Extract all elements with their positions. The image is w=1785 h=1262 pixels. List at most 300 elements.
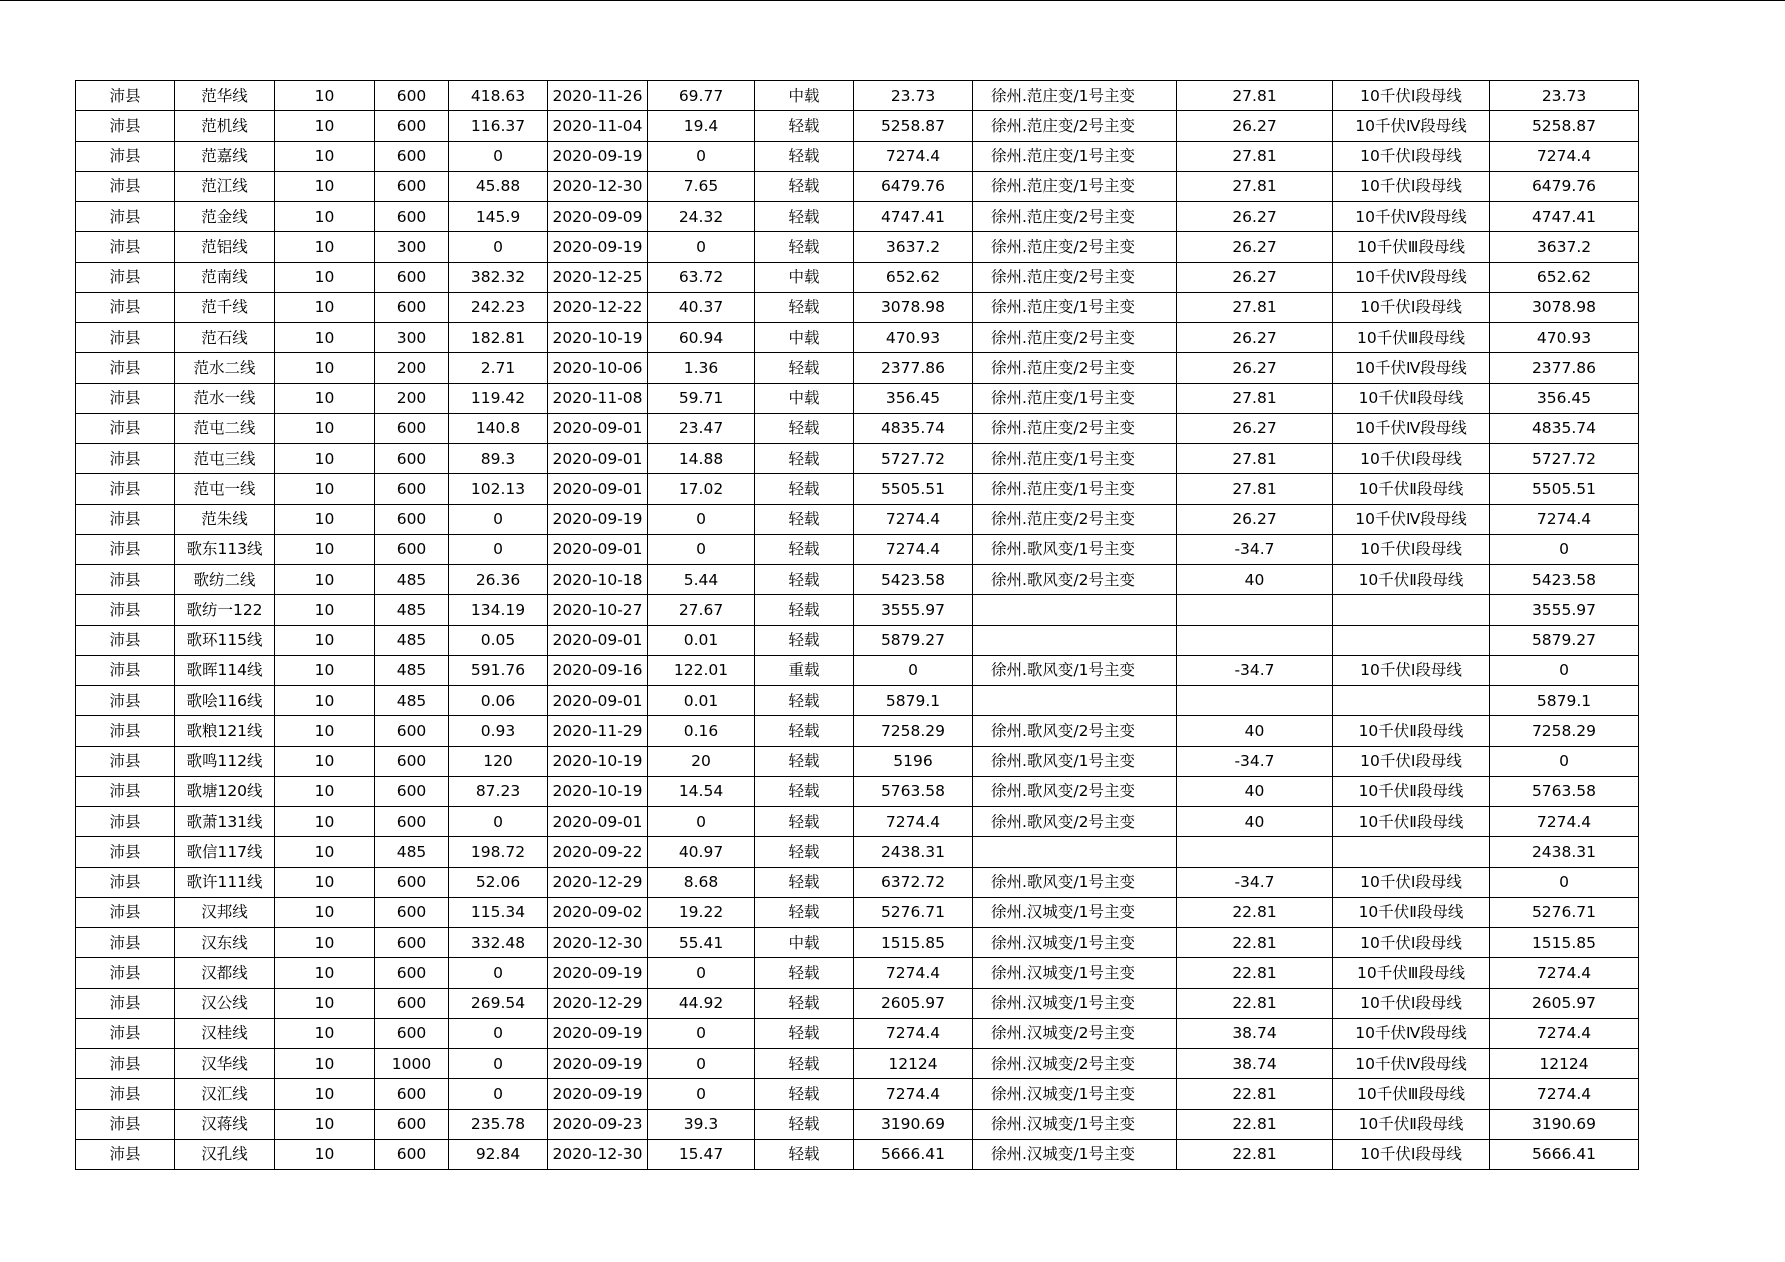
rated-current-cell: 600 [375,262,449,292]
max-current-cell: 269.54 [449,988,548,1018]
rated-current-cell: 200 [375,353,449,383]
max-load-date-cell: 2020-10-27 [548,595,648,625]
remaining-capacity-cell: 0 [1490,534,1639,564]
max-current-cell: 332.48 [449,928,548,958]
available-capacity-cell: 2438.31 [854,837,973,867]
table-row [76,928,1639,958]
rated-current-cell: 600 [375,897,449,927]
max-current-cell: 198.72 [449,837,548,867]
table-body [76,81,1639,1170]
max-load-date-cell: 2020-09-22 [548,837,648,867]
max-current-cell: 0.06 [449,686,548,716]
county-cell: 沛县 [76,232,175,262]
line-name-cell: 歌塘120线 [175,776,275,806]
voltage-kv-cell: 10 [275,202,375,232]
county-cell: 沛县 [76,1109,175,1139]
load-rate-cell: 19.4 [648,111,755,141]
voltage-kv-cell: 10 [275,353,375,383]
county-cell: 沛县 [76,867,175,897]
remaining-capacity-cell: 6479.76 [1490,171,1639,201]
table-row [76,595,1639,625]
line-name-cell: 范屯二线 [175,413,275,443]
bus-section-cell: 10千伏Ⅰ段母线 [1333,928,1490,958]
voltage-kv-cell: 10 [275,1139,375,1169]
max-load-date-cell: 2020-10-18 [548,565,648,595]
voltage-kv-cell: 10 [275,625,375,655]
load-status-cell: 轻载 [755,1109,854,1139]
county-cell: 沛县 [76,686,175,716]
bus-section-cell: 10千伏Ⅳ段母线 [1333,353,1490,383]
max-current-cell: 182.81 [449,323,548,353]
substation-transformer-cell: 徐州.汉城变/1号主变 [973,988,1177,1018]
load-rate-cell: 60.94 [648,323,755,353]
load-status-cell: 轻载 [755,867,854,897]
table-row [76,1109,1639,1139]
bus-section-cell: 10千伏Ⅰ段母线 [1333,988,1490,1018]
load-status-cell: 轻载 [755,565,854,595]
voltage-kv-cell: 10 [275,292,375,322]
max-current-cell: 0 [449,1018,548,1048]
load-rate-cell: 24.32 [648,202,755,232]
load-status-cell: 轻载 [755,625,854,655]
available-capacity-cell: 3190.69 [854,1109,973,1139]
line-name-cell: 范金线 [175,202,275,232]
load-rate-cell: 7.65 [648,171,755,201]
remaining-capacity-cell: 356.45 [1490,383,1639,413]
max-current-cell: 52.06 [449,867,548,897]
substation-transformer-cell: 徐州.范庄变/1号主变 [973,444,1177,474]
remaining-capacity-cell: 5727.72 [1490,444,1639,474]
bus-section-cell: 10千伏Ⅳ段母线 [1333,413,1490,443]
load-status-cell: 轻载 [755,897,854,927]
max-load-date-cell: 2020-12-30 [548,928,648,958]
transformer-load-rate-cell: 26.27 [1177,262,1333,292]
line-name-cell: 歌环115线 [175,625,275,655]
load-status-cell: 中载 [755,323,854,353]
substation-transformer-cell: 徐州.范庄变/2号主变 [973,353,1177,383]
rated-current-cell: 600 [375,444,449,474]
county-cell: 沛县 [76,1079,175,1109]
load-status-cell: 轻载 [755,595,854,625]
max-load-date-cell: 2020-09-01 [548,807,648,837]
county-cell: 沛县 [76,534,175,564]
load-status-cell: 轻载 [755,202,854,232]
load-status-cell: 重载 [755,655,854,685]
substation-transformer-cell: 徐州.汉城变/1号主变 [973,897,1177,927]
max-current-cell: 87.23 [449,776,548,806]
max-current-cell: 92.84 [449,1139,548,1169]
available-capacity-cell: 0 [854,655,973,685]
remaining-capacity-cell: 0 [1490,655,1639,685]
county-cell: 沛县 [76,565,175,595]
max-current-cell: 0 [449,958,548,988]
county-cell: 沛县 [76,746,175,776]
remaining-capacity-cell: 7274.4 [1490,1079,1639,1109]
remaining-capacity-cell: 4747.41 [1490,202,1639,232]
county-cell: 沛县 [76,353,175,383]
line-name-cell: 范屯三线 [175,444,275,474]
max-current-cell: 120 [449,746,548,776]
bus-section-cell: 10千伏Ⅳ段母线 [1333,202,1490,232]
county-cell: 沛县 [76,81,175,111]
table-row [76,716,1639,746]
remaining-capacity-cell: 12124 [1490,1049,1639,1079]
load-rate-cell: 1.36 [648,353,755,383]
available-capacity-cell: 4747.41 [854,202,973,232]
remaining-capacity-cell: 7274.4 [1490,504,1639,534]
load-status-cell: 轻载 [755,746,854,776]
voltage-kv-cell: 10 [275,141,375,171]
table-row [76,837,1639,867]
line-name-cell: 歌鸣112线 [175,746,275,776]
table-row [76,202,1639,232]
transformer-load-rate-cell: 27.81 [1177,383,1333,413]
line-name-cell: 范水二线 [175,353,275,383]
load-rate-cell: 0.16 [648,716,755,746]
max-load-date-cell: 2020-09-23 [548,1109,648,1139]
max-load-date-cell: 2020-09-09 [548,202,648,232]
county-cell: 沛县 [76,1049,175,1079]
available-capacity-cell: 7274.4 [854,1018,973,1048]
remaining-capacity-cell: 0 [1490,746,1639,776]
substation-transformer-cell: 徐州.歌风变/2号主变 [973,565,1177,595]
load-status-cell: 轻载 [755,958,854,988]
table-row [76,1079,1639,1109]
available-capacity-cell: 7274.4 [854,1079,973,1109]
load-status-cell: 轻载 [755,837,854,867]
available-capacity-cell: 6372.72 [854,867,973,897]
bus-section-cell: 10千伏Ⅱ段母线 [1333,776,1490,806]
rated-current-cell: 1000 [375,1049,449,1079]
line-name-cell: 歌东113线 [175,534,275,564]
rated-current-cell: 600 [375,988,449,1018]
load-rate-cell: 0 [648,232,755,262]
available-capacity-cell: 4835.74 [854,413,973,443]
table-row [76,504,1639,534]
voltage-kv-cell: 10 [275,1049,375,1079]
county-cell: 沛县 [76,655,175,685]
voltage-kv-cell: 10 [275,595,375,625]
line-name-cell: 歌哙116线 [175,686,275,716]
load-status-cell: 轻载 [755,1139,854,1169]
voltage-kv-cell: 10 [275,232,375,262]
substation-transformer-cell: 徐州.范庄变/1号主变 [973,292,1177,322]
max-current-cell: 591.76 [449,655,548,685]
available-capacity-cell: 3078.98 [854,292,973,322]
county-cell: 沛县 [76,413,175,443]
rated-current-cell: 600 [375,776,449,806]
available-capacity-cell: 7274.4 [854,807,973,837]
available-capacity-cell: 7274.4 [854,504,973,534]
load-status-cell: 轻载 [755,716,854,746]
line-name-cell: 汉汇线 [175,1079,275,1109]
available-capacity-cell: 6479.76 [854,171,973,201]
county-cell: 沛县 [76,776,175,806]
transformer-load-rate-cell: 27.81 [1177,444,1333,474]
bus-section-cell: 10千伏Ⅰ段母线 [1333,867,1490,897]
load-rate-cell: 0 [648,504,755,534]
load-rate-cell: 0 [648,141,755,171]
remaining-capacity-cell: 2438.31 [1490,837,1639,867]
load-status-cell: 轻载 [755,413,854,443]
transformer-load-rate-cell: -34.7 [1177,655,1333,685]
table-row [76,958,1639,988]
load-status-cell: 轻载 [755,807,854,837]
max-load-date-cell: 2020-09-19 [548,1079,648,1109]
line-name-cell: 范华线 [175,81,275,111]
rated-current-cell: 485 [375,625,449,655]
line-name-cell: 汉孔线 [175,1139,275,1169]
rated-current-cell: 600 [375,81,449,111]
line-name-cell: 歌信117线 [175,837,275,867]
remaining-capacity-cell: 1515.85 [1490,928,1639,958]
line-name-cell: 歌纺二线 [175,565,275,595]
max-current-cell: 119.42 [449,383,548,413]
substation-transformer-cell: 徐州.汉城变/2号主变 [973,1049,1177,1079]
load-rate-cell: 14.88 [648,444,755,474]
transformer-load-rate-cell: 22.81 [1177,897,1333,927]
load-rate-cell: 59.71 [648,383,755,413]
remaining-capacity-cell: 652.62 [1490,262,1639,292]
remaining-capacity-cell: 5879.27 [1490,625,1639,655]
county-cell: 沛县 [76,1139,175,1169]
substation-transformer-cell [973,686,1177,716]
voltage-kv-cell: 10 [275,323,375,353]
line-name-cell: 歌粮121线 [175,716,275,746]
table-row [76,262,1639,292]
line-name-cell: 汉公线 [175,988,275,1018]
table-row [76,141,1639,171]
county-cell: 沛县 [76,837,175,867]
load-rate-cell: 0 [648,1049,755,1079]
rated-current-cell: 600 [375,141,449,171]
line-name-cell: 范千线 [175,292,275,322]
bus-section-cell: 10千伏Ⅳ段母线 [1333,1018,1490,1048]
rated-current-cell: 600 [375,716,449,746]
max-load-date-cell: 2020-09-01 [548,534,648,564]
available-capacity-cell: 5258.87 [854,111,973,141]
county-cell: 沛县 [76,504,175,534]
transformer-load-rate-cell: 26.27 [1177,232,1333,262]
substation-transformer-cell: 徐州.范庄变/2号主变 [973,413,1177,443]
bus-section-cell: 10千伏Ⅳ段母线 [1333,1049,1490,1079]
bus-section-cell: 10千伏Ⅰ段母线 [1333,746,1490,776]
load-status-cell: 轻载 [755,1018,854,1048]
remaining-capacity-cell: 7274.4 [1490,1018,1639,1048]
max-load-date-cell: 2020-10-19 [548,323,648,353]
county-cell: 沛县 [76,292,175,322]
max-load-date-cell: 2020-09-19 [548,232,648,262]
transformer-load-rate-cell: 40 [1177,565,1333,595]
voltage-kv-cell: 10 [275,776,375,806]
max-load-date-cell: 2020-12-22 [548,292,648,322]
load-rate-cell: 5.44 [648,565,755,595]
table-row [76,565,1639,595]
max-current-cell: 45.88 [449,171,548,201]
max-load-date-cell: 2020-12-29 [548,867,648,897]
transformer-load-rate-cell: 22.81 [1177,988,1333,1018]
substation-transformer-cell [973,625,1177,655]
available-capacity-cell: 5879.27 [854,625,973,655]
county-cell: 沛县 [76,444,175,474]
max-current-cell: 102.13 [449,474,548,504]
bus-section-cell: 10千伏Ⅲ段母线 [1333,323,1490,353]
line-name-cell: 歌萧131线 [175,807,275,837]
substation-transformer-cell: 徐州.汉城变/1号主变 [973,958,1177,988]
transformer-load-rate-cell: -34.7 [1177,534,1333,564]
feeder-load-table [75,80,1639,1170]
rated-current-cell: 600 [375,292,449,322]
substation-transformer-cell: 徐州.范庄变/2号主变 [973,504,1177,534]
voltage-kv-cell: 10 [275,444,375,474]
transformer-load-rate-cell: 26.27 [1177,504,1333,534]
voltage-kv-cell: 10 [275,111,375,141]
line-name-cell: 范铝线 [175,232,275,262]
table-row [76,413,1639,443]
county-cell: 沛县 [76,988,175,1018]
max-load-date-cell: 2020-10-19 [548,746,648,776]
max-load-date-cell: 2020-12-25 [548,262,648,292]
bus-section-cell: 10千伏Ⅰ段母线 [1333,81,1490,111]
transformer-load-rate-cell [1177,625,1333,655]
rated-current-cell: 600 [375,1018,449,1048]
max-current-cell: 0 [449,807,548,837]
bus-section-cell: 10千伏Ⅰ段母线 [1333,292,1490,322]
substation-transformer-cell: 徐州.范庄变/2号主变 [973,232,1177,262]
available-capacity-cell: 3637.2 [854,232,973,262]
load-rate-cell: 27.67 [648,595,755,625]
bus-section-cell: 10千伏Ⅱ段母线 [1333,716,1490,746]
bus-section-cell: 10千伏Ⅰ段母线 [1333,655,1490,685]
max-load-date-cell: 2020-11-04 [548,111,648,141]
max-load-date-cell: 2020-09-01 [548,444,648,474]
bus-section-cell: 10千伏Ⅲ段母线 [1333,1079,1490,1109]
transformer-load-rate-cell [1177,837,1333,867]
max-current-cell: 0 [449,141,548,171]
county-cell: 沛县 [76,1018,175,1048]
table-row [76,867,1639,897]
max-current-cell: 242.23 [449,292,548,322]
county-cell: 沛县 [76,928,175,958]
load-rate-cell: 55.41 [648,928,755,958]
table-row [76,111,1639,141]
county-cell: 沛县 [76,262,175,292]
max-load-date-cell: 2020-10-19 [548,776,648,806]
voltage-kv-cell: 10 [275,1079,375,1109]
substation-transformer-cell: 徐州.歌风变/2号主变 [973,776,1177,806]
available-capacity-cell: 5196 [854,746,973,776]
remaining-capacity-cell: 5258.87 [1490,111,1639,141]
max-current-cell: 0.93 [449,716,548,746]
rated-current-cell: 485 [375,565,449,595]
transformer-load-rate-cell: 26.27 [1177,111,1333,141]
max-current-cell: 0 [449,534,548,564]
voltage-kv-cell: 10 [275,262,375,292]
available-capacity-cell: 5423.58 [854,565,973,595]
remaining-capacity-cell: 7258.29 [1490,716,1639,746]
remaining-capacity-cell: 5666.41 [1490,1139,1639,1169]
available-capacity-cell: 5763.58 [854,776,973,806]
substation-transformer-cell: 徐州.范庄变/1号主变 [973,474,1177,504]
max-current-cell: 115.34 [449,897,548,927]
voltage-kv-cell: 10 [275,867,375,897]
transformer-load-rate-cell [1177,686,1333,716]
load-status-cell: 轻载 [755,504,854,534]
county-cell: 沛县 [76,383,175,413]
voltage-kv-cell: 10 [275,1018,375,1048]
voltage-kv-cell: 10 [275,171,375,201]
voltage-kv-cell: 10 [275,746,375,776]
max-current-cell: 0 [449,1079,548,1109]
county-cell: 沛县 [76,897,175,927]
county-cell: 沛县 [76,595,175,625]
transformer-load-rate-cell: 27.81 [1177,171,1333,201]
table-row [76,988,1639,1018]
line-name-cell: 范水一线 [175,383,275,413]
load-status-cell: 轻载 [755,141,854,171]
substation-transformer-cell: 徐州.汉城变/1号主变 [973,928,1177,958]
load-status-cell: 轻载 [755,444,854,474]
load-status-cell: 轻载 [755,686,854,716]
max-current-cell: 26.36 [449,565,548,595]
transformer-load-rate-cell: 27.81 [1177,141,1333,171]
rated-current-cell: 600 [375,928,449,958]
available-capacity-cell: 5276.71 [854,897,973,927]
rated-current-cell: 485 [375,837,449,867]
table-row [76,323,1639,353]
max-load-date-cell: 2020-09-19 [548,1049,648,1079]
remaining-capacity-cell: 2605.97 [1490,988,1639,1018]
substation-transformer-cell: 徐州.歌风变/2号主变 [973,807,1177,837]
bus-section-cell: 10千伏Ⅰ段母线 [1333,1139,1490,1169]
load-status-cell: 轻载 [755,292,854,322]
remaining-capacity-cell: 2377.86 [1490,353,1639,383]
max-load-date-cell: 2020-11-29 [548,716,648,746]
remaining-capacity-cell: 7274.4 [1490,807,1639,837]
load-rate-cell: 20 [648,746,755,776]
transformer-load-rate-cell: 40 [1177,716,1333,746]
rated-current-cell: 600 [375,867,449,897]
substation-transformer-cell: 徐州.汉城变/1号主变 [973,1079,1177,1109]
max-load-date-cell: 2020-12-29 [548,988,648,1018]
max-current-cell: 418.63 [449,81,548,111]
load-rate-cell: 39.3 [648,1109,755,1139]
available-capacity-cell: 12124 [854,1049,973,1079]
remaining-capacity-cell: 5505.51 [1490,474,1639,504]
remaining-capacity-cell: 3190.69 [1490,1109,1639,1139]
available-capacity-cell: 7258.29 [854,716,973,746]
voltage-kv-cell: 10 [275,837,375,867]
available-capacity-cell: 5727.72 [854,444,973,474]
transformer-load-rate-cell: 26.27 [1177,353,1333,383]
max-load-date-cell: 2020-09-19 [548,504,648,534]
max-current-cell: 0 [449,232,548,262]
remaining-capacity-cell: 7274.4 [1490,141,1639,171]
voltage-kv-cell: 10 [275,413,375,443]
voltage-kv-cell: 10 [275,897,375,927]
transformer-load-rate-cell: 27.81 [1177,292,1333,322]
table-row [76,292,1639,322]
table-row [76,383,1639,413]
substation-transformer-cell: 徐州.歌风变/1号主变 [973,746,1177,776]
load-rate-cell: 0 [648,807,755,837]
table-row [76,1049,1639,1079]
substation-transformer-cell: 徐州.歌风变/2号主变 [973,716,1177,746]
line-name-cell: 歌许111线 [175,867,275,897]
line-name-cell: 范石线 [175,323,275,353]
bus-section-cell [1333,837,1490,867]
voltage-kv-cell: 10 [275,958,375,988]
